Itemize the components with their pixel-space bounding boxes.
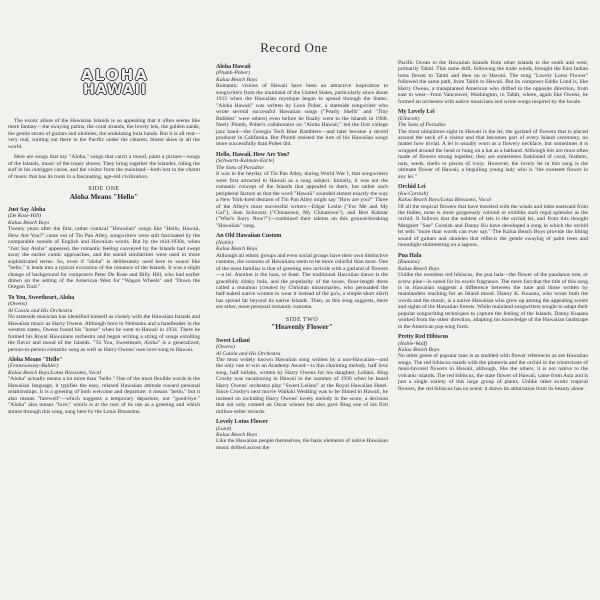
song-title: Lovely Lotus Flower bbox=[216, 419, 269, 426]
song-performer: Al Caiola and His Orchestra bbox=[216, 350, 281, 357]
song-entry bbox=[8, 295, 200, 353]
song-entry bbox=[398, 184, 588, 249]
song-credit: (Ku-Cornish) bbox=[398, 190, 429, 197]
song-description: Like the Hawaiian people themselves, the basic elements of native Hawaiian music drifted across the bbox=[216, 438, 388, 451]
side-one-label: SIDE ONE bbox=[88, 186, 120, 193]
song-title: Orchid Lei bbox=[398, 184, 426, 191]
song-description: The most ubiquitous sight in Hawaii is the lei, the garland of flowers that is placed around the neck of a visitor and that becomes part of every Island ceremony, no matter how trivial. A lei is usually worn as a flowery necklace, but sometimes it is wrapped around the head or hung on a hat as a hatband. Although leis are most often made of flowers strung together, they are sometimes fashioned of coral, feathers, nuts, seeds, shells or pieces of ivory. However, the lovely lei in this song is the ultimate flower of Hawaii, a beguiling young lady who is "the sweetest flower in any lei." bbox=[398, 128, 588, 180]
song-entry bbox=[216, 64, 388, 148]
song-description: Twenty years after the first, rather comical "Hawaiian" songs like "Hello, Hawaii, How Are You?" came out of Tin Pan Alley, songwriters were still fascinated by the comparable sounds of English and Hawaiian words. But by the mid-1930s, when "Just Say Aloha" appeared, the romantic feeling conveyed by the Islands had swept away the earlier comic approaches, and the sound similarities were used in more sophisticated terms. So, even if "aloha" is deliberately used here to sound like "hello," it leads into a typical evocation of the romance of the Islands. It was a slight change of background for composers Peter De Rose and Billy Hill, who had earlier drawn on the setting of the American West for "Wagon Wheels" and "Down the Oregon Trail." bbox=[8, 226, 200, 291]
song-title: Sweet Leilani bbox=[216, 337, 250, 344]
song-description: No other genre of popular tune is as studded with flower references as are Hawaiian songs. The red hibiscus stands with the plumeria and the orchid in the triumvirate of most-favored flowers in Hawaii, although, like the others, it is not native to the volcanic islands. The red hibiscus, the state flower of Hawaii, came from Asia and is just a single variety of this large group of plants. Unlike other exotic tropical flowers, the red hibiscus has no scent; it draws its admiration from its beauty alone. bbox=[398, 353, 588, 392]
song-description: Of all the tropical flowers that have traveled with the winds and tides eastward from the Indies, none is more gorgeously colored or exhibits such regal splendor as the orchid. It follows that the noblest of leis is the orchid lei, and from this thought Margaret "Sue" Cornish and Danny Ku have developed a song in which the orchid lei tells "more than words can ever say." The Kalua Beach Boys provide the lilting sound of guitars and ukuleles that reflects the gentle swaying of palm trees and moonlight shimmering on a lagoon. bbox=[398, 203, 588, 249]
song-credit: (Kuaana) bbox=[398, 259, 420, 266]
song-entry bbox=[216, 152, 388, 229]
song-credit: (Ellacott) bbox=[398, 115, 420, 122]
record-title: Record One bbox=[260, 40, 328, 55]
song-credit: (Lund) bbox=[216, 425, 232, 432]
song-list-col2a bbox=[216, 64, 388, 311]
song-performer: The Sons of Paradise bbox=[398, 122, 446, 129]
song-description: Although all ethnic groups and even social groups have their own distinctive customs, the customs of Hawaiians seem to be more colorful than most. One of the most familiar is that of greeting new arrivals with a garland of flowers—a lei. Another is the luau, or feast. The traditional Hawaiian dance is the gracefully slinky hula, and the popularity of the loose, floor-length dress called a muumuu (created by Christian missionaries, who persuaded the half-naked native women to wear it instead of the pa'u, a simple short skirt) has spread far beyond its native Islands. Then, as this song suggests, there are other, more personal romantic customs. bbox=[216, 252, 388, 311]
intro-paragraph: The exotic allure of the Hawaiian Islands is so appealing that it often seems like mere fantasy—the swaying palms, the coral strands, the lovely leis, the golden sands, the gentle strum of guitars and ukuleles, the undulating hula hands. But it is all real—very real, waiting out there in the Pacific under the clearest, bluest skies in all the world. bbox=[8, 118, 200, 150]
song-title: Pua Hala bbox=[398, 252, 422, 259]
song-performer: Kalua Beach Boys/Lotus Blossoms, Vocal bbox=[8, 369, 102, 376]
side-one-title: Aloha Means "Hello" bbox=[69, 191, 139, 201]
song-entry bbox=[216, 419, 388, 451]
song-description: "Aloha" actually means a lot more than "hello." One of the most flexible words in the Hawaiian language, it typifies the easy, relaxed Hawaiian attitude toward personal relationships. It is a greeting of both welcome and departure; it means "hello," but it also means "farewell"—which suggests a temporary departure, not "good-bye." "Aloha" also means "love," which is at the root of its use as a greeting and which shines through this song, sung here by the Lotus Blossoms. bbox=[8, 376, 200, 415]
song-entry bbox=[216, 233, 388, 310]
song-credit: (Fennewessey-Buhler) bbox=[8, 363, 59, 370]
song-title: Just Say Aloha bbox=[8, 206, 46, 213]
song-credit: (Plumb-Pober) bbox=[216, 70, 250, 77]
song-entry bbox=[216, 338, 388, 415]
song-entry bbox=[398, 334, 588, 392]
logo-line-2: HAWAII bbox=[83, 82, 147, 98]
column-3 bbox=[398, 60, 588, 396]
song-credit: (Noble) bbox=[216, 239, 234, 246]
song-performer: The Sons of Paradise bbox=[216, 164, 264, 171]
song-title: Aloha Hawaii bbox=[216, 64, 251, 70]
song-performer: Kalua Beach Boys bbox=[398, 347, 440, 354]
song-title: Aloha Means "Hello" bbox=[8, 356, 63, 363]
song-performer: Kalua Beach Boys bbox=[216, 432, 258, 439]
song-entry bbox=[398, 253, 588, 330]
song-credit: (Noble-Wolf) bbox=[398, 340, 428, 347]
song-title: Pretty Red Hibiscus bbox=[398, 334, 449, 341]
song-credit: (Owens) bbox=[8, 301, 27, 308]
song-list-col1 bbox=[8, 207, 200, 415]
song-performer: Kalua Beach Boys bbox=[398, 265, 440, 272]
song-credit: (Schwartz-Kalman-Earle) bbox=[216, 158, 275, 165]
logo-line-1: ALOHA bbox=[81, 66, 149, 84]
song-performer: Al Caiola and His Orchestra bbox=[8, 307, 73, 314]
song-performer: Kalua Beach Boys bbox=[8, 219, 50, 226]
side-two-label: SIDE TWO bbox=[285, 316, 319, 323]
song-list-col2b bbox=[216, 338, 388, 452]
song-performer: Kalua Beach Boys/Lotus Blossoms, Vocal bbox=[398, 197, 492, 204]
song-performer: Kalua Beach Boys bbox=[216, 76, 258, 83]
song-title: An Old Hawaiian Custom bbox=[216, 233, 282, 240]
side-two-title: "Heavenly Flower" bbox=[271, 322, 333, 332]
song-description: Unlike the scentless red hibiscus, the pua hala—the flower of the pandanus tree, or screw pine—is noted for its exotic fragrance. The mere fact that the title of this song is in Hawaiian suggests a difference between the tune and those written by mainlanders reaching for an Island mood. Danny K. Kuaana, who wrote both the words and the music, is a native Hawaiian who grew up among the appealing scents and sights of the Hawaiian forests. While mainland songwriters sought to adapt their popular songwriting techniques to capture the feeling of the Islands, Danny Kuaana worked from the other direction, adapting his knowledge of the Hawaiian landscape to the American pop song form. bbox=[398, 272, 588, 330]
song-entry bbox=[398, 109, 588, 180]
song-credit: (De Rose-Hill) bbox=[8, 213, 42, 220]
song-description: The most widely known Hawaiian song written by a non-Hawaiian—and the only one to win an Academy Award—is this charming melody, half love song, half lullaby, written by Harry Owens for his daughter, Leilani. Bing Crosby was vacationing in Hawaii in the summer of 1936 when he heard Harry Owens' orchestra play "Sweet Leilani" at the Royal Hawaiian Hotel. Since Crosby's next movie Waikiki Wedding was to be filmed in Hawaii, he insisted on including Harry Owens' lovely melody in the score, a decision that not only created an Oscar winner but also gave Bing one of his first million-seller records. bbox=[216, 357, 388, 415]
song-credit: (Owens) bbox=[216, 344, 235, 351]
aloha-hawaii-logo bbox=[60, 68, 170, 98]
song-description: Romantic visions of Hawaii have been an attractive inspiration to songwriters from the mainland of the United States, particularly since about 1915 when the Hawaiian mystique began to spread through the States. "Aloha Hawaii" was written by Leon Pober, a stateside songwriter who wrote several successful Hawaiian songs ("Pearly Shells" and "Tiny Bubbles" were others) even before he finally went to the Islands in 1968. Neely Plumb, Pober's collaborator on "Aloha Hawaii," led the first college jazz band—the Georgia Tech Blue Ramblers—and later became a record producer in California. But Plumb resisted the lure of his Hawaiian songs more successfully than Pober did. bbox=[216, 83, 388, 148]
song-entry bbox=[8, 357, 200, 415]
song-title: My Lovely Lei bbox=[398, 109, 435, 116]
song-list-col3 bbox=[398, 109, 588, 392]
intro-paragraph: Here are songs that say "Aloha," songs that catch a mood, paint a picture—songs of the Islands, music of the tropic shores. They bring together the islander, riding the surf in his outrigger canoe, and the visitor from the mainland—both lost in the charm of music that has its roots in a fascinating, age-old civilization. bbox=[8, 154, 200, 180]
column-1 bbox=[8, 118, 200, 419]
song-title: To You, Sweetheart, Aloha bbox=[8, 294, 75, 301]
song-description: It was in the heyday of Tin Pan Alley, during World War I, that songwriters were first attracted to Hawaii as a song subject. Initially, it was not the romantic concept of the Islands that appealed to them, but rather such peripheral factors as that the word "Hawaii" sounded almost exactly the way a New York-bred denizen of Tin Pan Alley might say "How are you?" Three of the Alley's most successful writers—Edgar Leslie ("For Me and My Gal"), Jean Schwartz ("Chinatown, My Chinatown"), and Bert Kalmar ("Who's Sorry Now?")—combined their talents on this ground-breaking "Hawaiian" song. bbox=[216, 171, 388, 229]
song-entry bbox=[8, 207, 200, 291]
song-title: Hello, Hawaii, How Are You? bbox=[216, 151, 290, 158]
continued-paragraph: Pacific Ocean to the Hawaiian Islands from other islands to the south and west, primarily Tahiti. This same drift, following the trade winds, brought the East Indian lotus flower to Tahiti and then on to Hawaii. The song "Lovely Lotus Flower" followed the same path, from Tahiti to Hawaii. But its composer Eddie Lund is, like Harry Owens, a transplanted American who drifted in the opposite direction, from east to west—from Vancouver, Washington, to Tahiti, where, again like Owens, he formed an orchestra with native musicians and wrote songs inspired by the locale. bbox=[398, 60, 588, 105]
song-performer: Kalua Beach Boys bbox=[216, 246, 258, 253]
column-2 bbox=[216, 60, 388, 455]
song-description: No stateside musician has identified himself as closely with the Hawaiian Islands and Hawaiian music as Harry Owens. Although born in Nebraska and a bandleader in the western states, Owens found his "home" when he went to Hawaii in 1934. There he formed his Royal Hawaiians orchestra and began writing a string of songs extolling the flavor and mood of the Islands. "To You, Sweetheart, Aloha" is a generalized, person-to-person romantic song as well as Harry Owens' own love song to Hawaii. bbox=[8, 314, 200, 353]
